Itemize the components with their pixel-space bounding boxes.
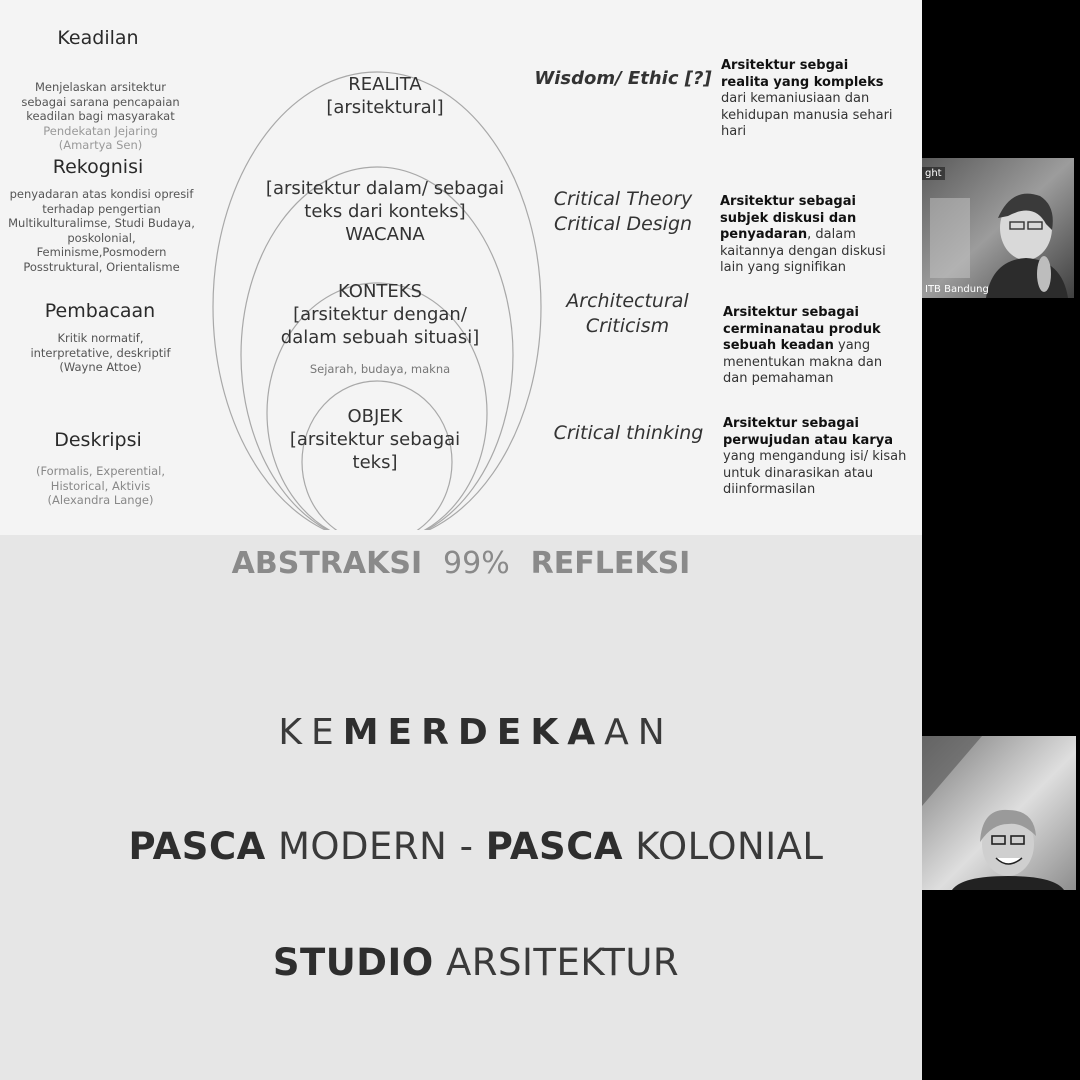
critical-thinking-description: Arsitektur sebagai perwujudan atau karya yang mengandung isi/ kisah untuk dinarasikan atau diinformasilan: [723, 416, 907, 497]
wacana-label: [arsitektur dalam/ sebagai teks dari konteks] WACANA: [265, 178, 505, 245]
studio-arsitektur-title: STUDIO ARSITEKTUR: [272, 941, 680, 984]
critical-theory-description: Arsitektur sebagai subjek diskusi dan penyadaran, dalam kaitannya dengan diskusi lain yang signifikan: [720, 194, 886, 275]
realita-label: REALITA [arsitektural]: [326, 74, 444, 118]
architectural-criticism-label: Architectural Criticism: [566, 290, 689, 337]
realita-description: Arsitektur sebgai realita yang kompleks dari kemaniusiaan dan kehidupan manusia sehari hari: [721, 58, 893, 139]
participant-video-tile[interactable]: [922, 736, 1076, 890]
participant-video-feed: [922, 158, 1074, 298]
critical-theory-label: Critical Theory Critical Design: [553, 188, 693, 235]
participant-video-feed: [922, 736, 1076, 890]
deskripsi-description: (Formalis, Experential, Historical, Aktivis (Alexandra Lange): [35, 464, 166, 507]
keadilan-description: Menjelaskan arsitektur sebagai sarana pencapaian keadilan bagi masyarakat Pendekatan Jejaring (Amartya Sen): [21, 80, 180, 152]
objek-label: OBJEK [arsitektur sebagai teks]: [289, 406, 461, 473]
critical-thinking-label: Critical thinking: [553, 422, 704, 444]
rekognisi-heading: Rekognisi: [52, 156, 144, 178]
konteks-label: KONTEKS [arsitektur dengan/ dalam sebuah situasi]: [280, 281, 480, 348]
kemerdekaan-title: KEMERDEKAAN: [278, 712, 674, 753]
keadilan-heading: Keadilan: [57, 27, 139, 49]
participant-name-tag: ght: [922, 167, 945, 180]
abstraksi-refleksi-line: ABSTRAKSI 99% REFLEKSI: [231, 546, 691, 581]
slide-title-panel: [0, 535, 922, 1080]
participant-video-tile[interactable]: [922, 158, 1074, 298]
pembacaan-description: Kritik normatif, interpretative, deskriptif (Wayne Attoe): [30, 331, 171, 374]
criticism-description: Arsitektur sebagai cerminanatau produk sebuah keadan yang menentukan makna dan dan pemahaman: [723, 305, 883, 386]
rekognisi-description: penyadaran atas kondisi opresif terhadap pengertian Multikulturalimse, Studi Budaya, poskolonial, Feminisme,Posmodern Posstruktural, Orientalisme: [8, 187, 195, 274]
deskripsi-heading: Deskripsi: [54, 429, 142, 451]
konteks-keywords: Sejarah, budaya, makna: [309, 362, 451, 376]
participant-location-label: ITB Bandung: [925, 284, 989, 295]
pembacaan-heading: Pembacaan: [44, 300, 156, 322]
pasca-modern-kolonial-title: PASCA MODERN - PASCA KOLONIAL: [128, 825, 824, 868]
wisdom-ethic-label: Wisdom/ Ethic [?]: [534, 68, 712, 89]
